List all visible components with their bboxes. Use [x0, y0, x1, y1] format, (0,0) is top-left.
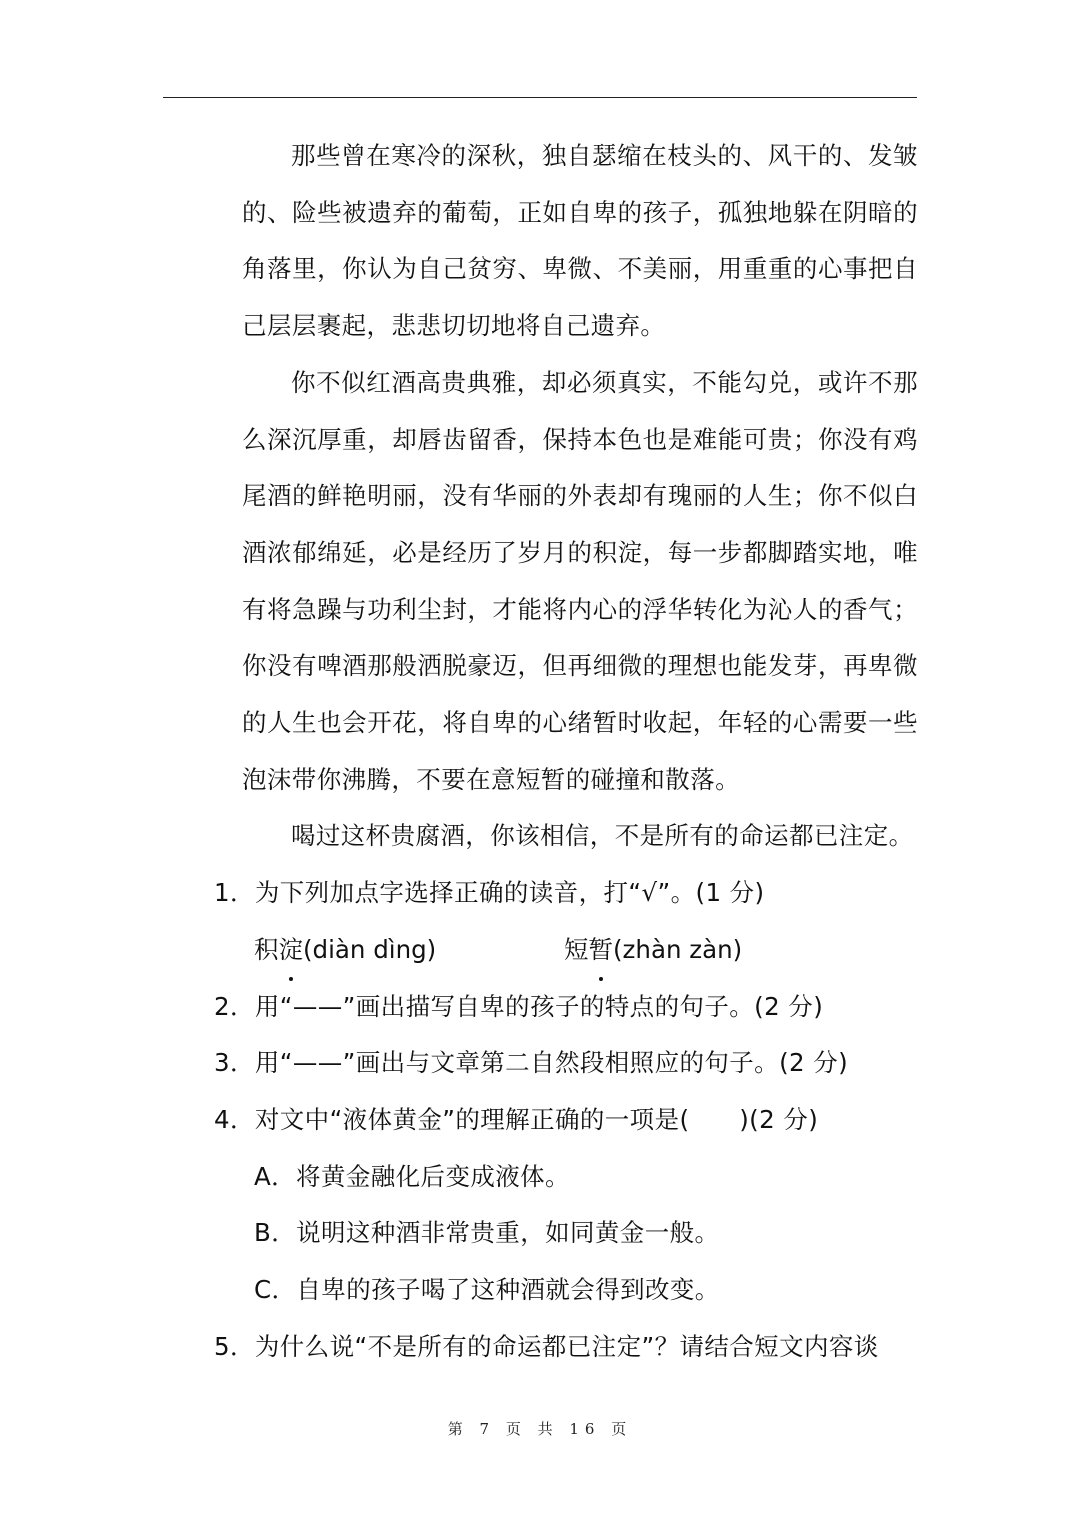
- pinyin-item-1: [254, 935, 436, 964]
- passage-paragraph: 你不似红酒高贵典雅，却必须真实，不能勾兑，或许不那么深沉厚重，却唇齿留香，保持本色也是难能可贵；你没有鸡尾酒的鲜艳明丽，没有华丽的外表却有瑰丽的人生；你不似白酒浓郁绵延，必是经历了岁月的积淀，每一步都脚踏实地，唯有将急躁与功利尘封，才能将内心的浮华转化为沁人的香气；你没有啤酒那般洒脱豪迈，但再细微的理想也能发芽，再卑微的人生也会开花，将自卑的心绪暂时收起，年轻的心需要一些泡沫带你沸腾，不要在意短暂的碰撞和散落。: [242, 367, 918, 794]
- plain-char: 积: [254, 934, 279, 964]
- dotted-char: 暂: [589, 922, 614, 979]
- pinyin-item-2: [564, 922, 742, 979]
- passage-paragraph: 喝过这杯贵腐酒，你该相信，不是所有的命运都已注定。: [291, 821, 914, 851]
- plain-char: 短: [564, 934, 589, 964]
- pinyin-options: (diàn dìng): [303, 934, 437, 964]
- question-1-items: [254, 922, 918, 979]
- question-4-option-a: A．将黄金融化后变成液体。: [254, 1161, 570, 1191]
- question-4-option-c: C．自卑的孩子喝了这种酒就会得到改变。: [254, 1275, 720, 1305]
- question-3: 3．用“——”画出与文章第二自然段相照应的句子。(2 分): [214, 1048, 849, 1078]
- question-4: 4．对文中“液体黄金”的理解正确的一项是( )(2 分): [214, 1104, 819, 1134]
- question-4-option-b: B．说明这种酒非常贵重，如同黄金一般。: [254, 1218, 720, 1248]
- dotted-char: 淀: [279, 922, 304, 979]
- page-number: 第 7 页 共 16 页: [447, 1420, 633, 1438]
- passage-paragraph: 那些曾在寒冷的深秋，独自瑟缩在枝头的、风干的、发皱的、险些被遗弃的葡萄，正如自卑的孩子，孤独地躲在阴暗的角落里，你认为自己贫穷、卑微、不美丽，用重重的心事把自己层层裹起，悲悲切切地将自己遗弃。: [242, 141, 918, 341]
- question-2: 2．用“——”画出描写自卑的孩子的特点的句子。(2 分): [214, 991, 824, 1021]
- document-body: [214, 128, 918, 1375]
- pinyin-options: (zhàn zàn): [613, 934, 743, 964]
- question-1: 1．为下列加点字选择正确的读音，打“√”。(1 分): [214, 878, 765, 908]
- question-5: 5．为什么说“不是所有的命运都已注定”？请结合短文内容谈: [214, 1331, 879, 1361]
- header-rule: [163, 97, 917, 98]
